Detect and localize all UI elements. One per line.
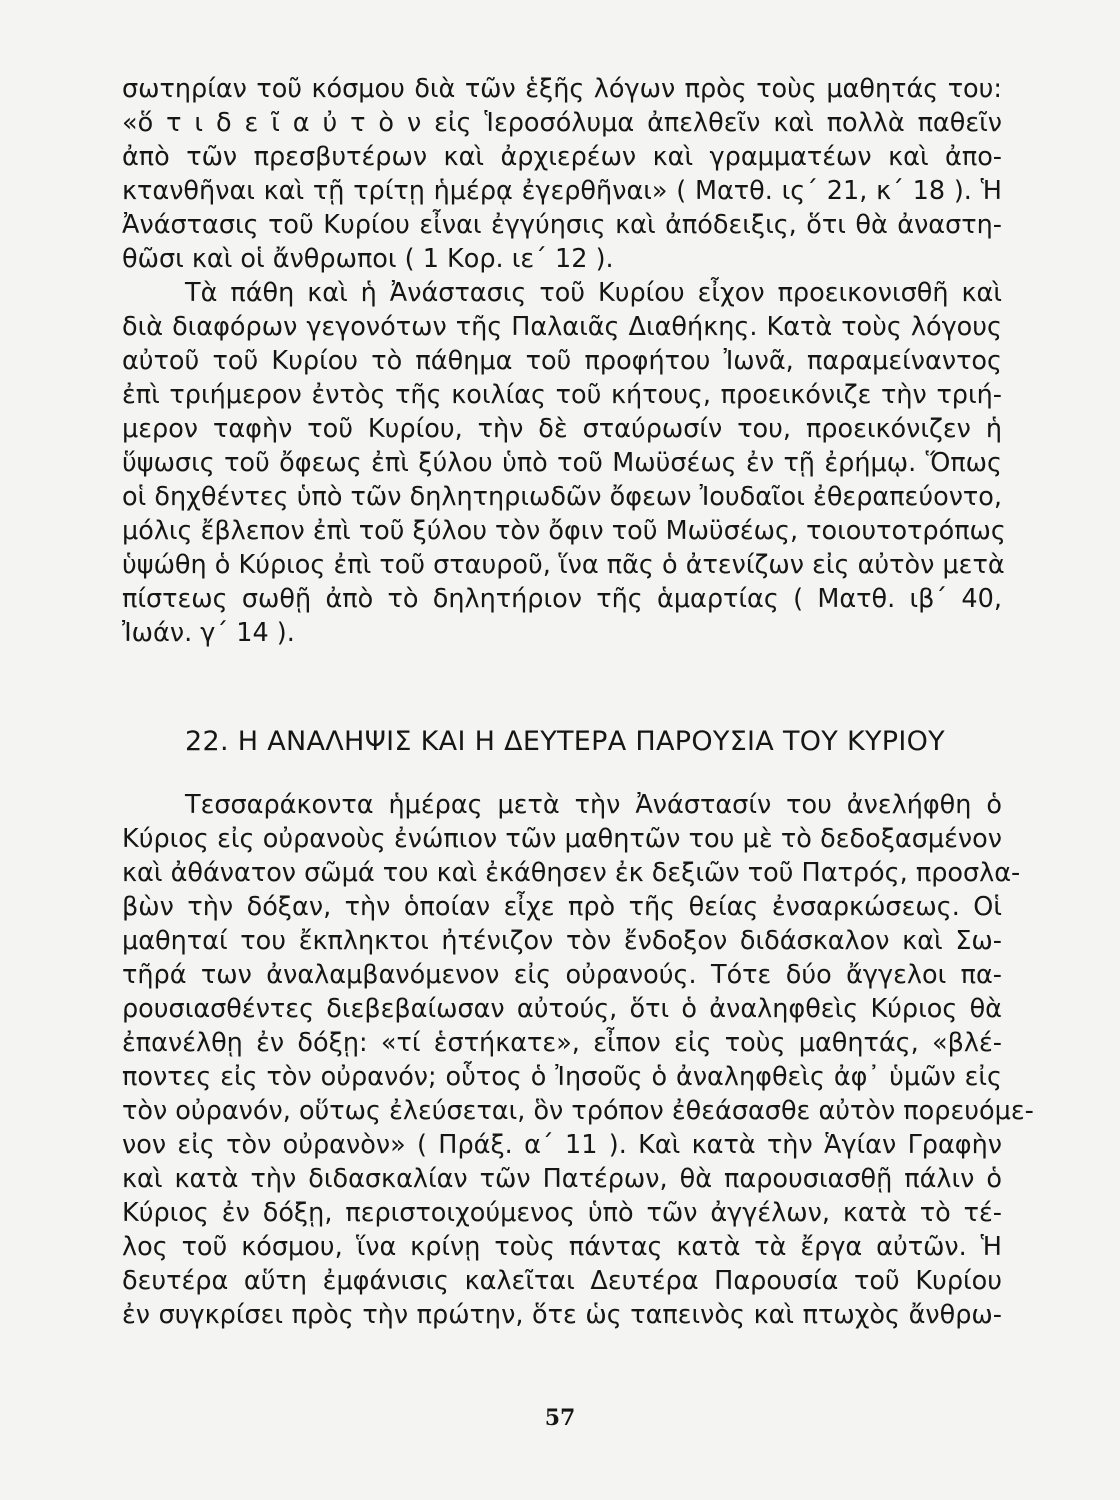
text-line: κτανθῆναι καὶ τῇ τρίτῃ ἡμέρᾳ ἐγερθῆναι» ( Ματθ. ις΄ 21, κ΄ 18 ). Ἡ bbox=[122, 176, 1002, 206]
text-line: ἐπανέλθῃ ἐν δόξῃ: «τί ἑστήκατε», εἶπον εἰς τοὺς μαθητάς, «βλέ- bbox=[122, 1028, 1002, 1058]
text-line: νον εἰς τὸν οὐρανὸν» ( Πράξ. α΄ 11 ). Καὶ κατὰ τὴν Ἁγίαν Γραφὴν bbox=[122, 1130, 1002, 1160]
page-number: 57 bbox=[544, 1405, 576, 1431]
text-line: ἀπὸ τῶν πρεσβυτέρων καὶ ἀρχιερέων καὶ γραμματέων καὶ ἀπο- bbox=[122, 142, 1002, 172]
text-line: πίστεως σωθῇ ἀπὸ τὸ δηλητήριον τῆς ἁμαρτίας ( Ματθ. ιβ΄ 40, bbox=[122, 584, 1002, 614]
text-line: τῆρά των ἀναλαμβανόμενον εἰς οὐρανούς. Τότε δύο ἄγγελοι πα- bbox=[122, 960, 1002, 990]
text-line: δευτέρα αὕτη ἐμφάνισις καλεῖται Δευτέρα Παρουσία τοῦ Κυρίου bbox=[122, 1266, 1002, 1296]
text-line: μερον ταφὴν τοῦ Κυρίου, τὴν δὲ σταύρωσίν του, προεικόνιζεν ἡ bbox=[122, 414, 1002, 444]
text-line: διὰ διαφόρων γεγονότων τῆς Παλαιᾶς Διαθήκης. Κατὰ τοὺς λόγους bbox=[122, 312, 1002, 342]
text-line: ποντες εἰς τὸν οὐρανόν; οὗτος ὁ Ἰησοῦς ὁ ἀναληφθεὶς ἀφ᾿ ὑμῶν εἰς bbox=[122, 1062, 1002, 1092]
text-line: «ὅ τ ι δ ε ῖ α ὐ τ ὸ ν εἰς Ἱεροσόλυμα ἀπελθεῖν καὶ πολλὰ παθεῖν bbox=[122, 108, 1002, 138]
section-heading: 22. Η ΑΝΑΛΗΨΙΣ ΚΑΙ Η ΔΕΥΤΕΡΑ ΠΑΡΟΥΣΙΑ ΤΟΥ ΚΥΡΙΟΥ bbox=[185, 726, 945, 757]
text-line: οἱ δηχθέντες ὑπὸ τῶν δηλητηριωδῶν ὄφεων Ἰουδαῖοι ἐθεραπεύοντο, bbox=[122, 482, 1002, 512]
text-line: Τὰ πάθη καὶ ἡ Ἀνάστασις τοῦ Κυρίου εἶχον προεικονισθῆ καὶ bbox=[185, 278, 1002, 308]
text-line: καὶ κατὰ τὴν διδασκαλίαν τῶν Πατέρων, θὰ παρουσιασθῇ πάλιν ὁ bbox=[122, 1164, 1002, 1194]
text-line: ὑψώθη ὁ Κύριος ἐπὶ τοῦ σταυροῦ, ἵνα πᾶς ὁ ἀτενίζων εἰς αὐτὸν μετὰ bbox=[122, 550, 1005, 580]
text-line: Κύριος ἐν δόξῃ, περιστοιχούμενος ὑπὸ τῶν ἀγγέλων, κατὰ τὸ τέ- bbox=[122, 1198, 1002, 1228]
text-line: Κύριος εἰς οὐρανοὺς ἐνώπιον τῶν μαθητῶν του μὲ τὸ δεδοξασμένον bbox=[122, 824, 1002, 854]
text-line: ρουσιασθέντες διεβεβαίωσαν αὐτούς, ὅτι ὁ ἀναληφθεὶς Κύριος θὰ bbox=[122, 994, 1002, 1024]
text-line: λος τοῦ κόσμου, ἵνα κρίνῃ τοὺς πάντας κατὰ τὰ ἔργα αὐτῶν. Ἡ bbox=[122, 1232, 1002, 1262]
text-line: καὶ ἀθάνατον σῶμά του καὶ ἐκάθησεν ἐκ δεξιῶν τοῦ Πατρός, προσλα- bbox=[122, 858, 1021, 888]
text-line: ὕψωσις τοῦ ὄφεως ἐπὶ ξύλου ὑπὸ τοῦ Μωϋσέως ἐν τῇ ἐρήμῳ. Ὅπως bbox=[122, 448, 1002, 478]
text-line: Τεσσαράκοντα ἡμέρας μετὰ τὴν Ἀνάστασίν του ἀνελήφθη ὁ bbox=[185, 790, 1002, 820]
text-line: σωτηρίαν τοῦ κόσμου διὰ τῶν ἑξῆς λόγων πρὸς τοὺς μαθητάς του: bbox=[122, 74, 1002, 104]
text-line: μαθηταί του ἔκπληκτοι ἠτένιζον τὸν ἔνδοξον διδάσκαλον καὶ Σω- bbox=[122, 926, 1002, 956]
text-line: θῶσι καὶ οἱ ἄνθρωποι ( 1 Κορ. ιε΄ 12 ). bbox=[122, 244, 614, 274]
text-line: ἐπὶ τριήμερον ἐντὸς τῆς κοιλίας τοῦ κήτους, προεικόνιζε τὴν τριή- bbox=[122, 380, 1002, 410]
text-line: Ἰωάν. γ΄ 14 ). bbox=[122, 618, 295, 648]
text-line: τὸν οὐρανόν, οὕτως ἐλεύσεται, ὃν τρόπον ἐθεάσασθε αὐτὸν πορευόμε- bbox=[122, 1096, 1034, 1126]
text-line: μόλις ἔβλεπον ἐπὶ τοῦ ξύλου τὸν ὄφιν τοῦ Μωϋσέως, τοιουτοτρόπως bbox=[122, 516, 1006, 546]
text-line: αὐτοῦ τοῦ Κυρίου τὸ πάθημα τοῦ προφήτου Ἰωνᾶ, παραμείναντος bbox=[122, 346, 1002, 376]
text-line: ἐν συγκρίσει πρὸς τὴν πρώτην, ὅτε ὡς ταπεινὸς καὶ πτωχὸς ἄνθρω- bbox=[122, 1300, 1002, 1330]
text-line: Ἀνάστασις τοῦ Κυρίου εἶναι ἐγγύησις καὶ ἀπόδειξις, ὅτι θὰ ἀναστη- bbox=[122, 210, 1002, 240]
text-line: βὼν τὴν δόξαν, τὴν ὁποίαν εἶχε πρὸ τῆς θείας ἐνσαρκώσεως. Οἱ bbox=[122, 892, 1002, 922]
